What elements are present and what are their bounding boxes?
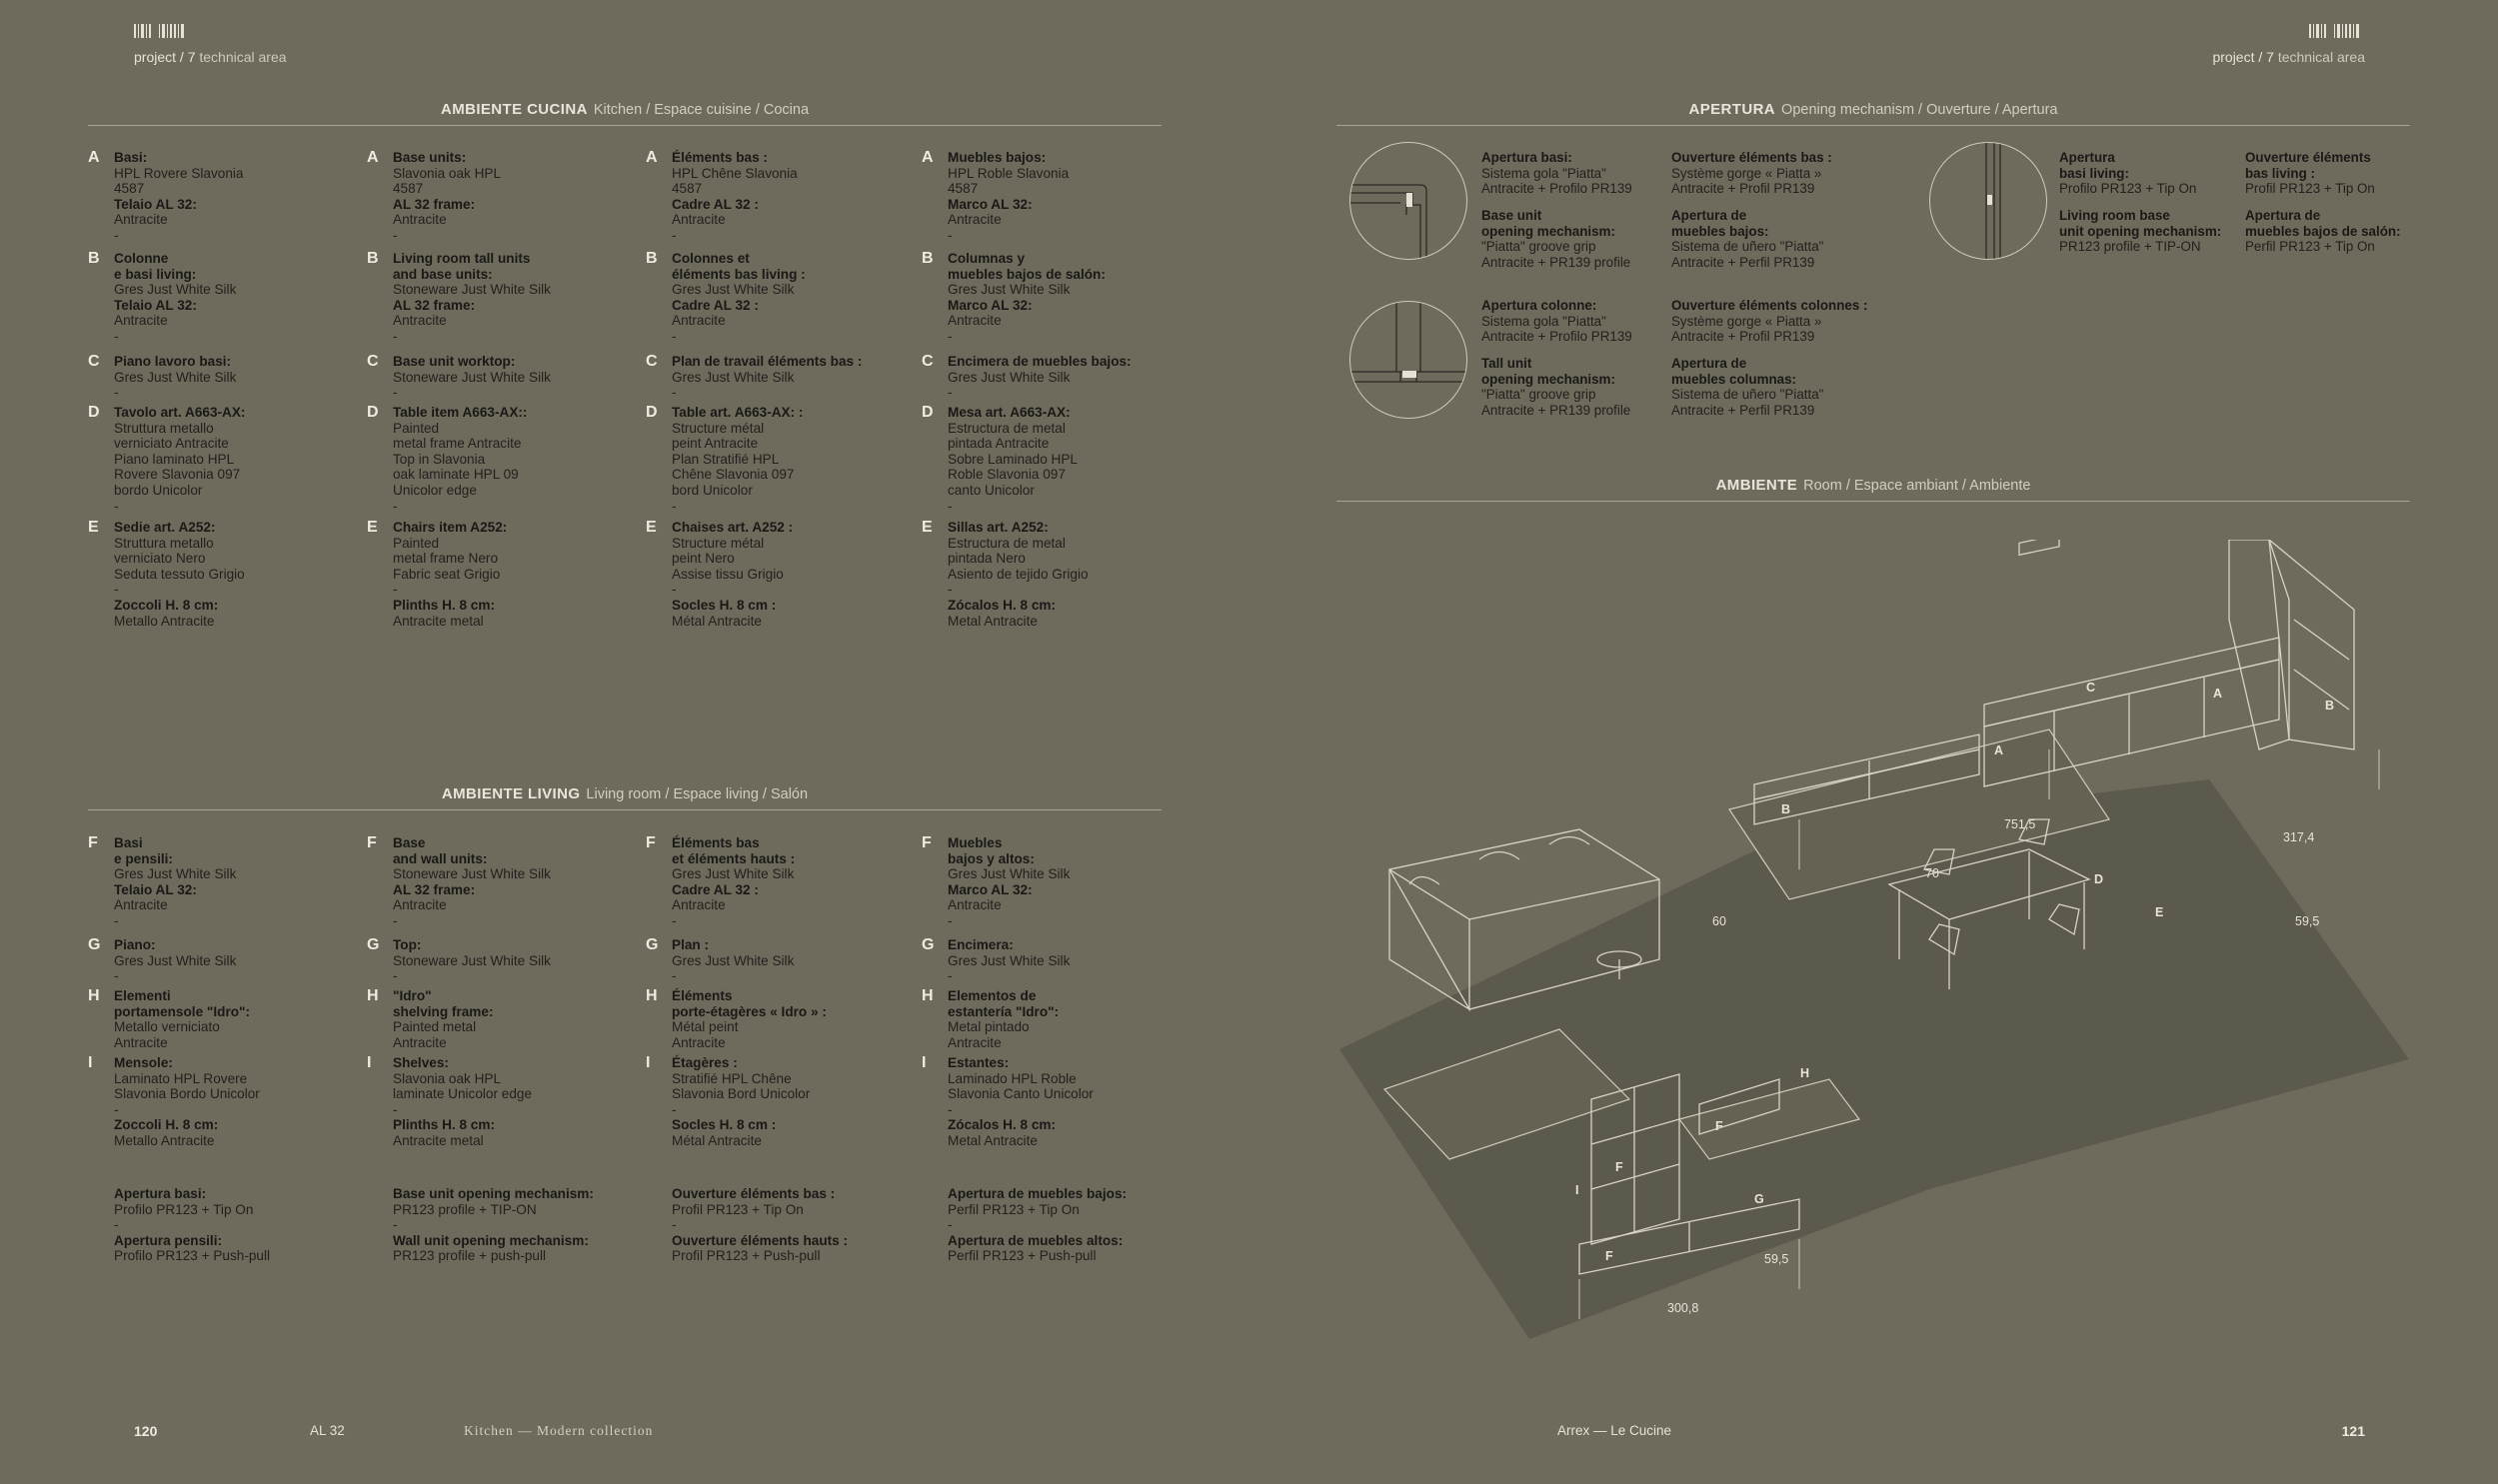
collection-name: Kitchen — Modern collection: [464, 1423, 654, 1438]
project-label-right: project / 7 technical area: [2212, 49, 2365, 65]
tall-unit-groove-detail-drawing: [1349, 301, 1467, 419]
letter-b: B: [646, 250, 658, 267]
label-D: D: [2094, 872, 2104, 886]
letter-i: I: [646, 1054, 651, 1071]
dim-59-5: 59,5: [2295, 914, 2320, 928]
letter-a: A: [922, 149, 934, 166]
label-A: A: [2213, 687, 2223, 701]
dim-70: 70: [1925, 866, 1939, 880]
letter-i: I: [88, 1054, 93, 1071]
model-name: AL 32: [310, 1423, 345, 1438]
opening-base-en: Base unit opening mechanism: "Piatta" groove grip Antracite + PR139 profile: [1481, 208, 1631, 270]
living-section-rule: [88, 809, 1162, 810]
letter-c: C: [367, 353, 379, 370]
kitchen-column-en: Base units: Slavonia oak HPL 4587 AL 32 frame: Antracite - Living room tall units and base units: Stoneware Just White Silk AL 32 frame: Antracite - Base unit worktop: Stoneware Just White Silk - Table item A663-AX:: Painted metal frame Antracite Top in Slavonia oak laminate HPL 09 Unicolor edge - Chairs item A252: Painted metal frame Nero Fabric seat Grigio - Plinths H. 8 cm: Antracite metal: [393, 150, 551, 629]
letter-h: H: [88, 987, 100, 1004]
label-B: B: [1781, 802, 1791, 816]
letter-g: G: [88, 936, 101, 953]
opening-tall-fr: Ouverture éléments colonnes : Système gorge « Piatta » Antracite + Profil PR139: [1671, 298, 1868, 345]
barcode-icon-right: [2309, 24, 2359, 38]
kitchen-column-es: Muebles bajos: HPL Roble Slavonia 4587 Marco AL 32: Antracite - Columnas y muebles bajos de salón: Gres Just White Silk Marco AL 32: Antracite - Encimera de muebles bajos: Gres Just White Silk - Mesa art. A663-AX: Estructura de metal pintada Antracite Sobre Laminado HPL Roble Slavonia 097 canto Unicolor - Sillas art. A252: Estructura de metal pintada Nero Asiento de tejido Grigio - Zócalos H. 8 cm: Metal Antracite: [948, 150, 1132, 629]
room-isometric-drawing: [1329, 540, 2439, 1349]
living-profile-detail-drawing: [1929, 142, 2047, 260]
letter-a: A: [646, 149, 658, 166]
letter-f: F: [367, 834, 377, 851]
letter-e: E: [922, 519, 933, 536]
opening-living-en: Living room base unit opening mechanism: PR123 profile + TIP-ON: [2059, 208, 2222, 255]
letter-f: F: [88, 834, 98, 851]
opening-section-rule: [1336, 125, 2410, 126]
kitchen-section-title: AMBIENTE CUCINA Kitchen / Espace cuisine / Cocina: [440, 101, 810, 118]
opening-tall-es: Apertura de muebles columnas: Sistema de uñero "Piatta" Antracite + Perfil PR139: [1671, 356, 1824, 418]
letter-a: A: [367, 149, 379, 166]
label-E: E: [2155, 905, 2164, 919]
letter-d: D: [646, 404, 658, 421]
letter-d: D: [88, 404, 100, 421]
opening-section-title: APERTURA Opening mechanism / Ouverture / Apertura: [1688, 101, 2058, 118]
label-A: A: [1994, 743, 2004, 757]
barcode-icon-left: [134, 24, 184, 38]
letter-h: H: [367, 987, 379, 1004]
letter-f: F: [922, 834, 932, 851]
opening-base-fr: Ouverture éléments bas : Système gorge « Piatta » Antracite + Profil PR139: [1671, 150, 1832, 197]
letter-c: C: [922, 353, 934, 370]
opening-base-it: Apertura basi: Sistema gola "Piatta" Antracite + Profilo PR139: [1481, 150, 1632, 197]
opening-tall-en: Tall unit opening mechanism: "Piatta" groove grip Antracite + PR139 profile: [1481, 356, 1631, 418]
letter-e: E: [646, 519, 657, 536]
opening-living-es: Apertura de muebles bajos de salón: Perfil PR123 + Tip On: [2245, 208, 2401, 255]
living-column-en: Base and wall units: Stoneware Just White Silk AL 32 frame: Antracite - Top: Stoneware Just White Silk - "Idro" shelving frame: Painted metal Antracite Shelves: Slavonia oak HPL laminate Unicolor edge - Plinths H. 8 cm: Antracite metal Base unit opening mechanism: PR123 profile + TIP-ON - Wall unit opening mechanism: PR123 profile + push-pull: [393, 835, 594, 1264]
letter-e: E: [367, 519, 378, 536]
opening-base-es: Apertura de muebles bajos: Sistema de uñero "Piatta" Antracite + Perfil PR139: [1671, 208, 1824, 270]
label-B: B: [2325, 699, 2335, 713]
letter-b: B: [88, 250, 100, 267]
living-column-it: Basi e pensili: Gres Just White Silk Telaio AL 32: Antracite - Piano: Gres Just White Silk - Elementi portamensole "Idro": Metallo verniciato Antracite Mensole: Laminato HPL Rovere Slavonia Bordo Unicolor - Zoccoli H. 8 cm: Metallo Antracite Apertura basi: Profilo PR123 + Tip On - Apertura pensili: Profilo PR123 + Push-pull: [114, 835, 271, 1264]
label-I: I: [1575, 1183, 1579, 1197]
letter-a: A: [88, 149, 100, 166]
letter-f: F: [646, 834, 656, 851]
kitchen-section-rule: [88, 125, 1162, 126]
letter-g: G: [922, 936, 935, 953]
living-column-es: Muebles bajos y altos: Gres Just White Silk Marco AL 32: Antracite - Encimera: Gres Just White Silk - Elementos de estantería "Idro": Metal pintado Antracite Estantes: Laminado HPL Roble Slavonia Canto Unicolor - Zócalos H. 8 cm: Metal Antracite Apertura de muebles bajos: Perfil PR123 + Tip On - Apertura de muebles altos: Perfil PR123 + Push-pull: [948, 835, 1128, 1264]
label-C: C: [2086, 681, 2096, 695]
letter-c: C: [646, 353, 658, 370]
label-F: F: [1615, 1160, 1623, 1174]
kitchen-column-fr: Éléments bas : HPL Chêne Slavonia 4587 Cadre AL 32 : Antracite - Colonnes et éléments bas living : Gres Just White Silk Cadre AL 32 : Antracite - Plan de travail éléments bas : Gres Just White Silk - Table art. A663-AX: : Structure métal peint Antracite Plan Stratifié HPL Chêne Slavonia 097 bord Unicolor - Chaises art. A252 : Structure métal peint Nero Assise tissu Grigio - Socles H. 8 cm : Métal Antracite: [672, 150, 863, 629]
letter-d: D: [367, 404, 379, 421]
letter-c: C: [88, 353, 100, 370]
dim-300: 300,8: [1667, 1301, 1699, 1315]
label-G: G: [1754, 1192, 1764, 1206]
letter-b: B: [922, 250, 934, 267]
letter-i: I: [367, 1054, 372, 1071]
dim-60: 60: [1712, 914, 1726, 928]
label-H: H: [1800, 1066, 1810, 1080]
label-F: F: [1605, 1249, 1613, 1263]
letter-i: I: [922, 1054, 927, 1071]
room-section-title: AMBIENTE Room / Espace ambiant / Ambiente: [1715, 477, 2031, 494]
opening-tall-it: Apertura colonne: Sistema gola "Piatta" Antracite + Profilo PR139: [1481, 298, 1632, 345]
opening-living-it: Apertura basi living: Profilo PR123 + Tip On: [2059, 150, 2197, 197]
opening-living-fr: Ouverture éléments bas living : Profil PR123 + Tip On: [2245, 150, 2375, 197]
letter-h: H: [646, 987, 658, 1004]
dim-751: 751,5: [2004, 817, 2036, 831]
letter-d: D: [922, 404, 934, 421]
letter-h: H: [922, 987, 934, 1004]
brand-name: Arrex — Le Cucine: [1557, 1423, 1672, 1438]
living-column-fr: Éléments bas et éléments hauts : Gres Just White Silk Cadre AL 32 : Antracite - Plan : Gres Just White Silk - Éléments porte-étagères « Idro » : Métal peint Antracite Étagères : Stratifié HPL Chêne Slavonia Bord Unicolor - Socles H. 8 cm : Métal Antracite Ouverture éléments bas : Profil PR123 + Tip On - Ouverture éléments hauts : Profil PR123 + Push-pull: [672, 835, 849, 1264]
label-F: F: [1715, 1119, 1723, 1133]
page-number-right: 121: [2341, 1423, 2365, 1439]
dim-59-5: 59,5: [1764, 1252, 1789, 1266]
kitchen-column-it: Basi: HPL Rovere Slavonia 4587 Telaio AL 32: Antracite - Colonne e basi living: Gres Just White Silk Telaio AL 32: Antracite - Piano lavoro basi: Gres Just White Silk - Tavolo art. A663-AX: Struttura metallo verniciato Antracite Piano laminato HPL Rovere Slavonia 097 bordo Unicolor - Sedie art. A252: Struttura metallo verniciato Nero Seduta tessuto Grigio - Zoccoli H. 8 cm: Metallo Antracite: [114, 150, 246, 629]
letter-b: B: [367, 250, 379, 267]
letter-e: E: [88, 519, 99, 536]
dim-317: 317,4: [2283, 830, 2315, 844]
project-label-left: project / 7 technical area: [134, 49, 287, 65]
base-groove-detail-drawing: [1349, 142, 1467, 260]
letter-g: G: [367, 936, 380, 953]
page-number-left: 120: [134, 1423, 158, 1439]
living-section-title: AMBIENTE LIVING Living room / Espace living / Salón: [441, 785, 809, 802]
room-section-rule: [1336, 501, 2410, 502]
letter-g: G: [646, 936, 659, 953]
kitchen-worktop: [1984, 638, 2279, 727]
